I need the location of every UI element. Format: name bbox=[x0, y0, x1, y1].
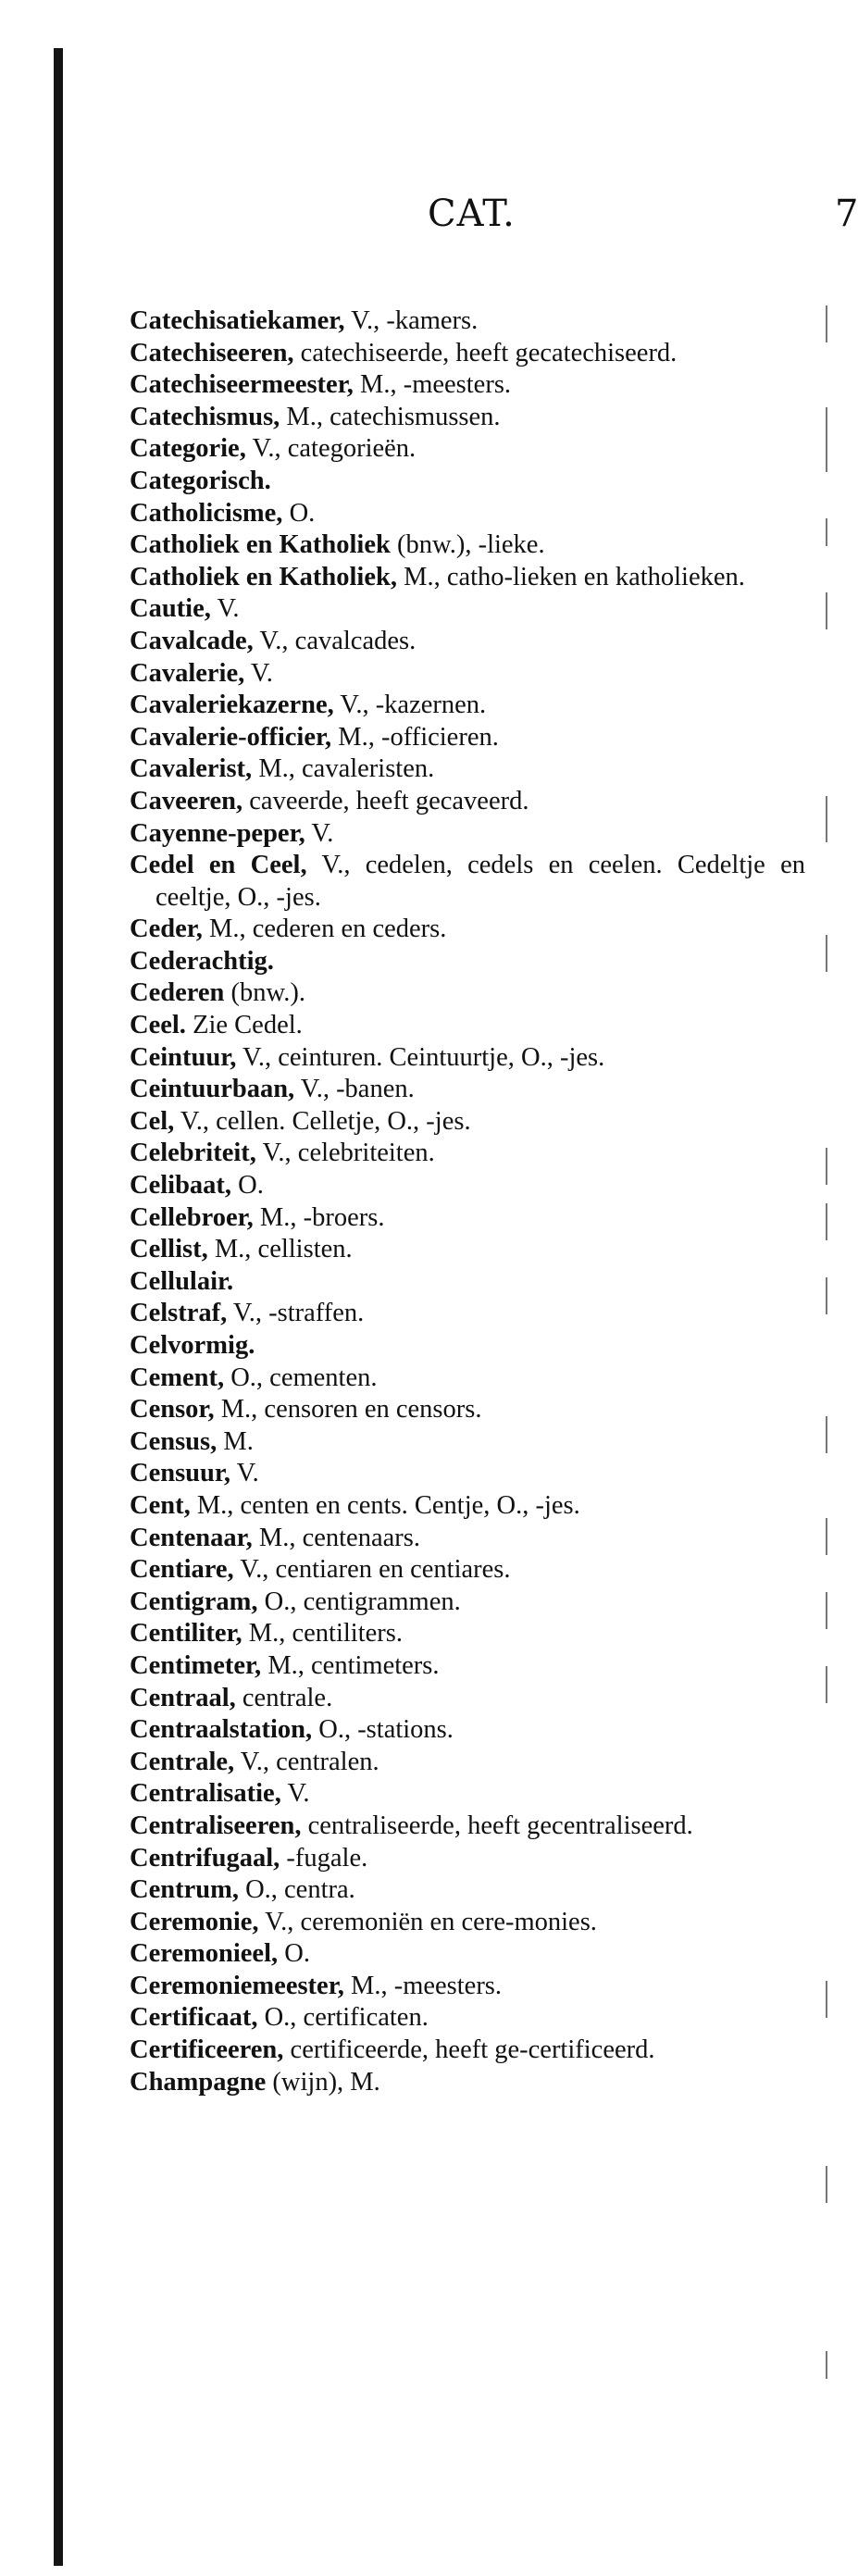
entry-headword: Cavalerie-officier, bbox=[130, 722, 332, 752]
entry-definition: M., -officieren. bbox=[331, 722, 499, 752]
dictionary-entry bbox=[130, 1747, 805, 1779]
entry-definition: V., categorieën. bbox=[245, 434, 417, 464]
dictionary-entry bbox=[130, 305, 805, 338]
dictionary-entry bbox=[130, 1010, 805, 1042]
entry-definition: V., celebriteiten. bbox=[255, 1139, 435, 1168]
dictionary-entry bbox=[130, 466, 805, 498]
entry-definition: M., catho-lieken en katholieken. bbox=[396, 562, 745, 591]
dictionary-entry bbox=[130, 1330, 805, 1363]
entry-headword: Cavalerie, bbox=[130, 658, 245, 688]
dictionary-entry bbox=[130, 498, 805, 530]
dictionary-entry bbox=[130, 1458, 805, 1490]
dictionary-entry bbox=[130, 1426, 805, 1459]
entry-headword: Catechiseermeester, bbox=[130, 370, 354, 400]
dictionary-entry bbox=[130, 690, 805, 722]
entry-headword: Catholicisme, bbox=[130, 498, 283, 528]
entry-headword: Categorisch. bbox=[130, 466, 271, 495]
entry-definition: M., centenaars. bbox=[252, 1523, 420, 1552]
running-head: CAT. bbox=[428, 193, 516, 235]
dictionary-entry bbox=[130, 593, 805, 626]
entry-definition: M., -broers. bbox=[253, 1202, 385, 1232]
entry-headword: Ceintuur, bbox=[130, 1042, 237, 1072]
entry-headword: Centiare, bbox=[130, 1555, 234, 1585]
entry-definition: V., cavalcades. bbox=[253, 626, 417, 655]
dictionary-entry bbox=[130, 2067, 805, 2099]
entry-headword: Celebriteit, bbox=[130, 1139, 256, 1168]
entry-headword: Catechisatiekamer, bbox=[130, 306, 345, 335]
entry-headword: Cayenne-peper, bbox=[130, 818, 305, 848]
dictionary-entry bbox=[130, 1938, 805, 1971]
entry-headword: Census, bbox=[130, 1426, 218, 1456]
entry-definition: M., censoren en censors. bbox=[214, 1395, 482, 1425]
entry-definition: V., ceinturen. Ceintuurtje, O., -jes. bbox=[236, 1042, 605, 1072]
dictionary-entry bbox=[130, 433, 805, 466]
dictionary-entry bbox=[130, 1234, 805, 1266]
entry-headword: Centralisatie, bbox=[130, 1779, 281, 1809]
dictionary-entry bbox=[130, 338, 805, 370]
entry-headword: Categorie, bbox=[130, 434, 246, 464]
entry-definition: catechiseerde, heeft gecatechiseerd. bbox=[293, 338, 678, 367]
entry-definition: O., -stations. bbox=[312, 1715, 454, 1745]
dictionary-entry bbox=[130, 1138, 805, 1170]
entry-headword: Centiliter, bbox=[130, 1619, 242, 1649]
entry-definition: O. bbox=[282, 498, 316, 528]
entry-definition: (wijn), M. bbox=[266, 2067, 380, 2097]
entry-definition: M., centen en cents. Centje, O., -jes. bbox=[190, 1490, 580, 1520]
entry-headword: Caveeren, bbox=[130, 786, 243, 815]
entry-headword: Ceintuurbaan, bbox=[130, 1075, 295, 1104]
dictionary-entry bbox=[130, 1363, 805, 1395]
entry-definition: V., -kazernen. bbox=[333, 691, 487, 720]
entry-headword: Censuur, bbox=[130, 1459, 231, 1488]
entry-headword: Cellulair. bbox=[130, 1266, 234, 1296]
entry-headword: Ceremonie, bbox=[130, 1907, 259, 1936]
dictionary-entry bbox=[130, 658, 805, 691]
entry-definition: (bnw.). bbox=[224, 978, 305, 1008]
entry-definition: V., -banen. bbox=[294, 1075, 415, 1104]
entry-headword: Cellebroer, bbox=[130, 1202, 254, 1232]
dictionary-entry bbox=[130, 1907, 805, 1939]
dictionary-entry bbox=[130, 722, 805, 754]
entry-definition: V. bbox=[280, 1779, 310, 1809]
entry-headword: Centenaar, bbox=[130, 1523, 253, 1552]
dictionary-entry bbox=[130, 1394, 805, 1426]
entry-definition: O., certificaten. bbox=[257, 2003, 429, 2033]
dictionary-entry bbox=[130, 1874, 805, 1907]
entry-headword: Ceder, bbox=[130, 915, 203, 944]
entry-definition: V., centiaren en centiares. bbox=[233, 1555, 511, 1585]
dictionary-entry bbox=[130, 1074, 805, 1106]
dictionary-entry bbox=[130, 914, 805, 946]
dictionary-entry bbox=[130, 753, 805, 786]
entry-definition: -fugale. bbox=[280, 1843, 368, 1873]
entry-headword: Catholiek en Katholiek, bbox=[130, 562, 397, 591]
dictionary-entry bbox=[130, 369, 805, 402]
entry-definition: M., cellisten. bbox=[207, 1235, 353, 1264]
dictionary-entry bbox=[130, 850, 805, 914]
entry-definition: V., centralen. bbox=[234, 1747, 379, 1776]
dictionary-entry bbox=[130, 529, 805, 562]
dictionary-entry bbox=[130, 1170, 805, 1202]
dictionary-entry bbox=[130, 1778, 805, 1811]
entry-headword: Catechismus, bbox=[130, 402, 280, 431]
entry-headword: Catechiseeren, bbox=[130, 338, 294, 367]
entry-headword: Ceremonieel, bbox=[130, 1939, 279, 1969]
entry-headword: Celvormig. bbox=[130, 1331, 255, 1360]
dictionary-entry bbox=[130, 1971, 805, 2003]
entry-definition: Zie Cedel. bbox=[185, 1011, 303, 1040]
entry-headword: Cavaleriekazerne, bbox=[130, 691, 334, 720]
dictionary-entry bbox=[130, 1490, 805, 1523]
dictionary-entry bbox=[130, 946, 805, 978]
entry-definition: certificeerde, heeft ge-certificeerd. bbox=[283, 2035, 655, 2065]
entry-definition: O. bbox=[231, 1171, 264, 1201]
entry-headword: Cedel en Ceel, bbox=[130, 851, 307, 880]
entry-headword: Cent, bbox=[130, 1490, 191, 1520]
binding-edge bbox=[54, 48, 63, 2566]
dictionary-entry bbox=[130, 977, 805, 1010]
entry-definition: V. bbox=[230, 1459, 259, 1488]
entry-definition: V., cellen. Celletje, O., -jes. bbox=[174, 1106, 471, 1136]
dictionary-entries bbox=[130, 305, 805, 2098]
entry-definition: M., cederen en ceders. bbox=[202, 915, 447, 944]
entry-definition: centrale. bbox=[235, 1683, 333, 1712]
entry-headword: Cederen bbox=[130, 978, 225, 1008]
dictionary-entry bbox=[130, 1650, 805, 1683]
entry-headword: Centraliseeren, bbox=[130, 1811, 302, 1840]
entry-headword: Centraal, bbox=[130, 1683, 236, 1712]
dictionary-entry bbox=[130, 1587, 805, 1619]
entry-definition: V. bbox=[210, 594, 240, 624]
dictionary-entry bbox=[130, 1683, 805, 1715]
dictionary-entry bbox=[130, 562, 805, 594]
dictionary-entry bbox=[130, 1266, 805, 1299]
entry-headword: Centrale, bbox=[130, 1747, 235, 1776]
dictionary-entry bbox=[130, 1843, 805, 1875]
entry-headword: Centimeter, bbox=[130, 1650, 262, 1680]
dictionary-entry bbox=[130, 1202, 805, 1235]
entry-definition: M., centimeters. bbox=[261, 1650, 440, 1680]
entry-headword: Centraalstation, bbox=[130, 1715, 313, 1745]
entry-definition: V., ceremoniën en cere-monies. bbox=[258, 1907, 597, 1936]
dictionary-entry bbox=[130, 402, 805, 434]
page-number: 7 bbox=[835, 193, 858, 235]
entry-headword: Ceremoniemeester, bbox=[130, 1971, 344, 2000]
page-edge-marks bbox=[826, 0, 831, 2576]
entry-definition: O., centigrammen. bbox=[257, 1587, 461, 1616]
entry-headword: Cederachtig. bbox=[130, 946, 274, 976]
dictionary-entry bbox=[130, 1618, 805, 1650]
entry-definition: V. bbox=[244, 658, 273, 688]
entry-headword: Cautie, bbox=[130, 594, 211, 624]
entry-headword: Catholiek en Katholiek bbox=[130, 530, 391, 560]
entry-headword: Centigram, bbox=[130, 1587, 258, 1616]
entry-headword: Certificaat, bbox=[130, 2003, 258, 2033]
entry-definition: V., -straffen. bbox=[227, 1299, 365, 1328]
entry-headword: Celstraf, bbox=[130, 1299, 228, 1328]
dictionary-entry bbox=[130, 1554, 805, 1587]
entry-definition: V., -kamers. bbox=[344, 306, 479, 335]
entry-definition: V., cedelen, cedels en ceelen. Cedeltje en ceeltje, O., -jes. bbox=[155, 851, 805, 912]
page-header bbox=[0, 193, 858, 248]
entry-headword: Centrifugaal, bbox=[130, 1843, 280, 1873]
entry-headword: Centrum, bbox=[130, 1875, 239, 1905]
dictionary-entry bbox=[130, 1811, 805, 1843]
dictionary-entry bbox=[130, 2035, 805, 2067]
entry-definition: caveerde, heeft gecaveerd. bbox=[242, 786, 529, 815]
entry-definition: M. bbox=[217, 1426, 254, 1456]
entry-headword: Champagne bbox=[130, 2067, 267, 2097]
entry-definition: centraliseerde, heeft gecentraliseerd. bbox=[301, 1811, 693, 1840]
entry-definition: O. bbox=[278, 1939, 310, 1969]
entry-headword: Cement, bbox=[130, 1363, 225, 1392]
entry-headword: Ceel. bbox=[130, 1011, 186, 1040]
entry-definition: V. bbox=[305, 818, 334, 848]
entry-definition: O., cementen. bbox=[224, 1363, 378, 1392]
dictionary-entry bbox=[130, 786, 805, 818]
dictionary-entry bbox=[130, 1106, 805, 1139]
dictionary-entry bbox=[130, 1714, 805, 1747]
entry-definition: (bnw.), -lieke. bbox=[390, 530, 545, 560]
entry-headword: Cel, bbox=[130, 1106, 175, 1136]
entry-headword: Certificeeren, bbox=[130, 2035, 284, 2065]
entry-headword: Cavalerist, bbox=[130, 754, 253, 784]
dictionary-entry bbox=[130, 2002, 805, 2035]
entry-headword: Celibaat, bbox=[130, 1171, 232, 1201]
entry-definition: M., centiliters. bbox=[242, 1619, 403, 1649]
dictionary-entry bbox=[130, 1042, 805, 1075]
entry-definition: M., -meesters. bbox=[343, 1971, 503, 2000]
dictionary-entry bbox=[130, 818, 805, 851]
dictionary-entry bbox=[130, 626, 805, 658]
dictionary-entry bbox=[130, 1298, 805, 1330]
dictionary-entry bbox=[130, 1523, 805, 1555]
entry-headword: Cellist, bbox=[130, 1235, 208, 1264]
entry-headword: Cavalcade, bbox=[130, 626, 254, 655]
entry-definition: O., centra. bbox=[238, 1875, 355, 1905]
entry-definition: M., cavaleristen. bbox=[252, 754, 435, 784]
entry-definition: M., -meesters. bbox=[353, 370, 512, 400]
entry-headword: Censor, bbox=[130, 1395, 215, 1425]
entry-definition: M., catechismussen. bbox=[280, 402, 501, 431]
